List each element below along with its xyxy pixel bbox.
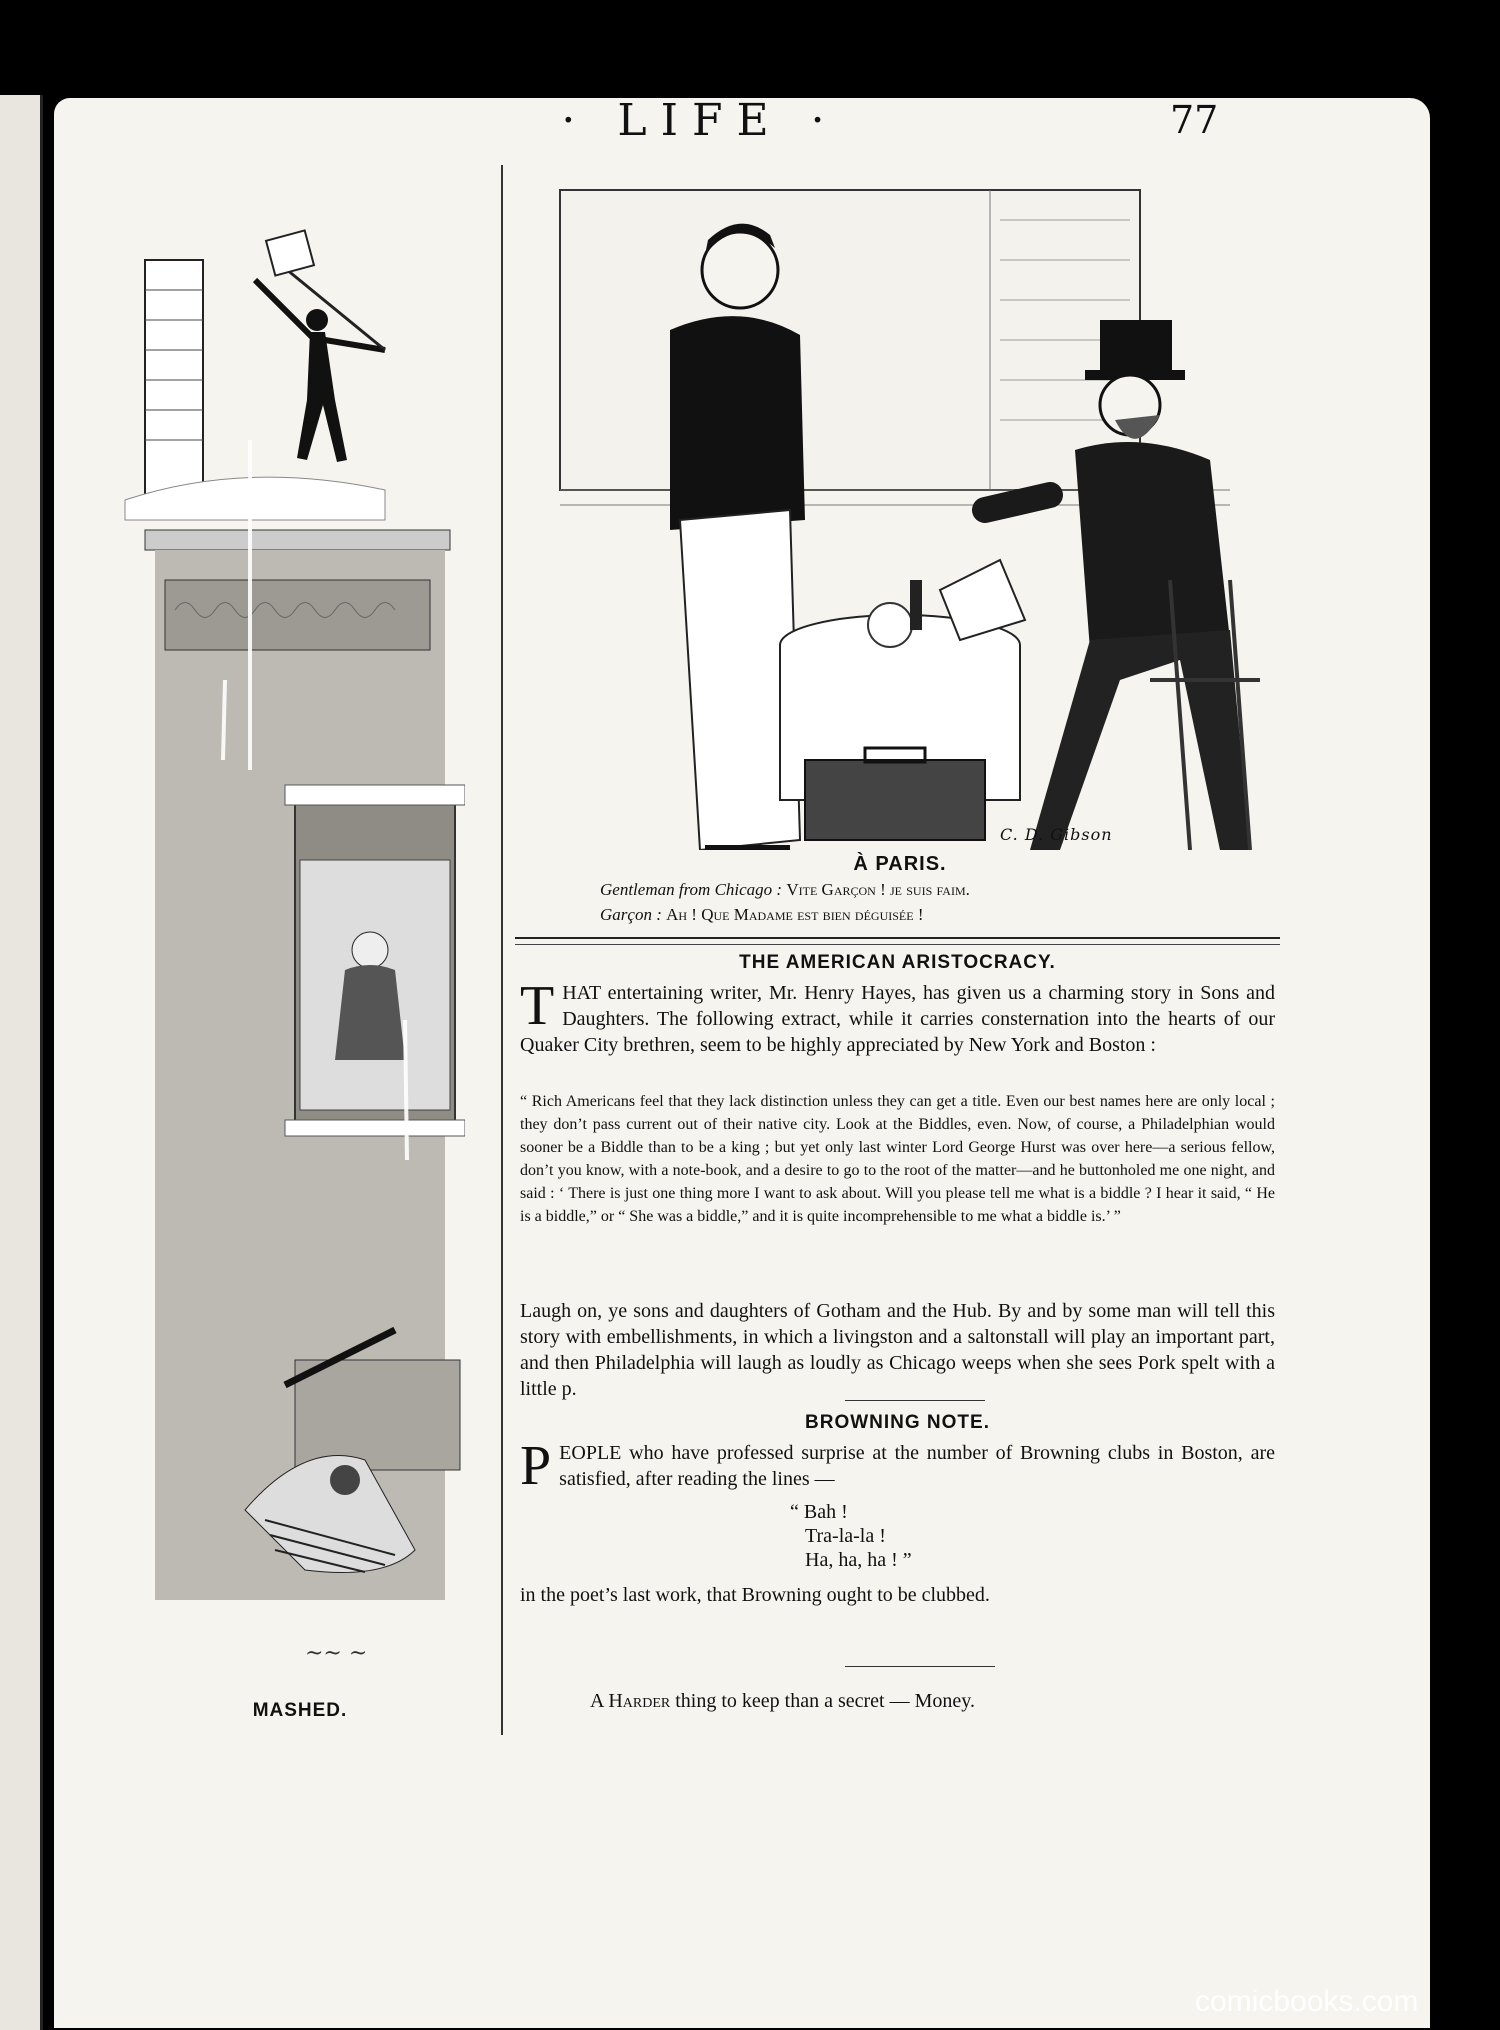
- article-heading: BROWNING NOTE.: [805, 1412, 990, 1433]
- article-heading: THE AMERICAN ARISTOCRACY.: [739, 952, 1056, 973]
- column-divider: [501, 165, 503, 1735]
- footer-quip: [590, 1690, 975, 1713]
- dialog-speaker: Gentleman from Chicago :: [600, 880, 783, 899]
- paragraph-text: HAT entertaining writer, Mr. Henry Hayes, has given us a charming story in Sons and Daughters. The following extract, while it carries consternation into the hearts of our Quaker City brethren, seem to be highly appreciated by New York and Boston :: [520, 982, 1275, 1056]
- section-divider: [845, 1666, 995, 1667]
- verse-line: Ha, ha, ha ! ”: [805, 1549, 912, 1571]
- mashed-caption: MASHED.: [252, 1700, 348, 1721]
- cartoon-signature: C. D. Gibson: [1000, 825, 1113, 844]
- section-divider: [515, 937, 1280, 945]
- svg-text:~~ ~: ~~ ~: [305, 1641, 368, 1666]
- article-paragraph: [520, 975, 1275, 1058]
- masthead-title: · LIFE ·: [561, 95, 839, 146]
- site-watermark: comicbooks.com: [1195, 1985, 1419, 2018]
- article-paragraph: in the poet’s last work, that Browning ought to be clubbed.: [520, 1584, 990, 1606]
- a-paris-cartoon: [530, 160, 1270, 850]
- page-number: 77: [1170, 98, 1219, 142]
- paragraph-text: EOPLE who have professed surprise at the number of Browning clubs in Boston, are satisfied, after reading the lines —: [559, 1442, 1275, 1490]
- dialog-text: Ah ! Que Madame est bien déguisée !: [666, 905, 924, 924]
- footer-lead: A Harder: [590, 1690, 671, 1712]
- article-quote: “ Rich Americans feel that they lack distinction unless they can get a title. Even our best names here are only local ; they don’t pass current out of their native city. Look at the Biddles, even. Now, of course, a Philadelphian would sooner be a Biddle than to be a king ; but yet only last winter Lord George Hurst was over here—a serious fellow, don’t you know, with a note-book, and a desire to go to the root of the matter—and he buttonholed me one night, and said : ‘ There is just one thing more I want to ask about. Will you please tell me what is a biddle ? I hear it said, “ He is a biddle,” or “ She was a biddle,” and it is quite incomprehensible to me what a biddle is.’ ”: [520, 1093, 1275, 1225]
- dialog-speaker: Garçon :: [600, 905, 662, 924]
- verse-line: “ Bah !: [790, 1501, 848, 1523]
- drop-cap: T: [520, 975, 555, 1037]
- section-divider: [845, 1400, 985, 1401]
- article-paragraph: [520, 1435, 1275, 1497]
- cartoon-dialog-line-1: [600, 880, 970, 900]
- dialog-text: Vite Garçon ! je suis faim.: [786, 880, 970, 899]
- verse-line: Tra-la-la !: [805, 1525, 886, 1547]
- footer-text: thing to keep than a secret — Money.: [675, 1690, 975, 1712]
- cartoon-title: À PARIS.: [853, 853, 947, 875]
- article-paragraph: Laugh on, ye sons and daughters of Gotham and the Hub. By and by some man will tell this story with embellishments, in which a livingston and a saltonstall will play an important part, and then Philadelphia will laugh as loudly as Chicago weeps when she sees Pork spelt with a little p.: [520, 1300, 1275, 1400]
- drop-cap: P: [520, 1435, 552, 1497]
- previous-page-edge: [0, 95, 43, 2030]
- mashed-illustration: [85, 160, 465, 1720]
- cartoon-dialog-line-2: [600, 905, 924, 925]
